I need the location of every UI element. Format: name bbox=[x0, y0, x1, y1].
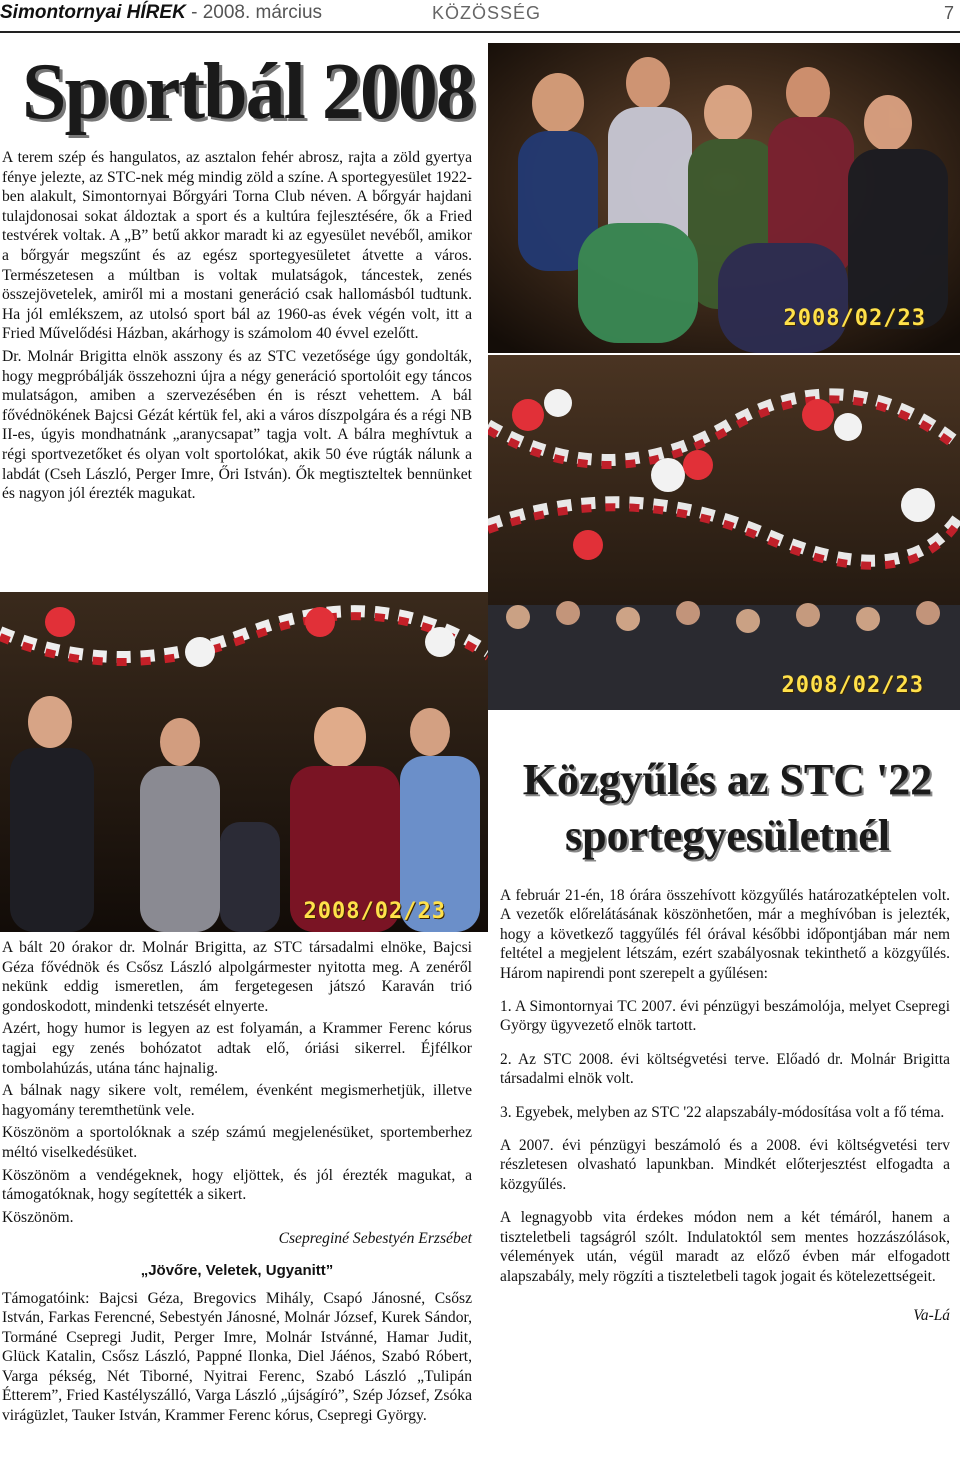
article-title: Sportbál 2008 bbox=[22, 48, 474, 136]
section-name: KÖZÖSSÉG bbox=[432, 3, 542, 23]
author-signature: Va-Lá bbox=[913, 1306, 950, 1324]
body-paragraph: A február 21-én, 18 órára összehívott közgyűlés határozatképtelen volt. A vezetők előrelátásának köszönhetően, már a meghívóban is jelezték, hogy a következő taggyűlés fél órával későbbi időpontjában már nem feltétel a megjelent létszám, ezért szabályosnak tekinthető a közgyűlés. Három napirendi pont szerepelt a gyűlésen: bbox=[500, 887, 950, 982]
body-paragraph: A bálnak nagy sikere volt, remélem, évenként megismerhetjük, illetve hagyomány teremthetünk vele. bbox=[2, 1082, 472, 1119]
hall-balloons-photo bbox=[488, 355, 960, 710]
intro-paragraph: A terem szép és hangulatos, az asztalon fehér abrosz, rajta a zöld gyertya fénye jelezte, az STC-nek még mindig zöld a színe. A sportegyesület 1922-ben alakult, Simontornyai Bőrgyári Torna Club néven. A bőrgyár hajdani tulajdonosai sokat áldoztak a sport és a kultúra fejlesztésére, ők a Fried testvérek voltak. A „B” betű akkor maradt ki az egyesület nevéből, amikor a bőrgyár megszűnt és az egész sportegyesületet átvette a város. Természetesen a múltban is voltak mulatságok, táncestek, zenés összejövetelek, amiről mi a mostani generáció csak hallomásból tudtunk. Ha jól emlékszem, az utolsó sport bál az 1960-as évek végén volt, itt a Fried Művelődési Házban, akárhogy is számolom 40 évvel ezelőtt. bbox=[2, 149, 472, 343]
motto-heading: „Jövőre, Veletek, Ugyanitt” bbox=[140, 1261, 334, 1279]
photo-date-stamp: 2008/02/23 bbox=[303, 899, 446, 924]
article-body bbox=[2, 938, 472, 1426]
dance-circle-photo bbox=[488, 43, 960, 353]
body-paragraph: Köszönöm a vendégeknek, hogy eljöttek, és jól érezték magukat, a támogatóknak, hogy segítették a sikert. bbox=[2, 1166, 472, 1204]
dancers-photo bbox=[0, 592, 488, 932]
issue-date: - 2008. március bbox=[185, 2, 323, 23]
header-rule bbox=[0, 31, 960, 33]
photo-date-stamp: 2008/02/23 bbox=[783, 306, 926, 331]
intro-paragraph: Dr. Molnár Brigitta elnök asszony és az STC vezetősége úgy gondolták, hogy megpróbálják összehozni újra a négy generáció sportolóit egy táncos mulatságon, amiben a szervezésében én is részt vehettem. A bál fővédnökének Bajcsi Gézát kértük fel, aki a város díszpolgára és a régi NB II-es, úgyis mondhatnánk „aranycsapat” tagja volt. A bálra meghívtuk a régi sportvezetőket és olyan volt sportolókat, akik 50 éve rúgták nálunk a labdát (Cseh László, Perger Imre, Őri István). Ők megtiszteltek bennünket és nagyon jól érezték magukat. bbox=[2, 347, 472, 503]
sponsors-list: Támogatóink: Bajcsi Géza, Bregovics Mihály, Csapó Jánosné, Csősz István, Farkas Ferencné, Sebestyén Jánosné, Molnár József, Kurek Sándor, Tormáné Csepregi Judit, Perger Imre, Molnár Istvánné, Hamar Judit, Glück Katalin, Csősz László, Pappné Ilonka, Diel Jáénos, Szabó Róbert, Varga pékség, Nét Tiborné, Nyitrai Ferenc, Szabó László „Tulipán Étterem”, Fried Kastélyszálló, Varga László „újságíró”, Szép József, Zsóka virágüzlet, Tauker István, Krammer Ferenc kórus, Csepregi György. bbox=[2, 1289, 472, 1425]
masthead bbox=[0, 2, 322, 24]
dancers-illustration bbox=[0, 592, 488, 932]
agenda-item: 3. Egyebek, melyben az STC '22 alapszabály-módosítása volt a fő téma. bbox=[500, 1103, 945, 1121]
second-article-title bbox=[500, 752, 955, 864]
article-intro bbox=[2, 148, 472, 504]
second-article-body bbox=[500, 886, 950, 1325]
body-paragraph: A 2007. évi pénzügyi beszámoló és a 2008. évi költségvetési terv részletesen olvasható lapunkban. Mindkét előterjesztést elfogadta a közgyűlés. bbox=[500, 1137, 950, 1193]
title-line: Közgyűlés az STC '22 bbox=[522, 755, 933, 804]
agenda-item: 1. A Simontornyai TC 2007. évi pénzügyi beszámolója, melyet Csepregi György ügyvezető elnök tartott. bbox=[500, 998, 950, 1035]
page-header bbox=[0, 0, 960, 30]
body-paragraph: A legnagyobb vita érdekes módon nem a két témáról, hanem a tiszteletbeli tagságról szólt. Indulatoktól sem mentes hozzászólások, vélemények után, végül maradt az előző évben már elfogadott alapszabály, mely rögzíti a tiszteletbeli tagok jogait és kötelezettségeit. bbox=[500, 1209, 950, 1285]
author-signature: Csepreginé Sebestyén Erzsébet bbox=[278, 1230, 472, 1248]
hall-balloons-illustration bbox=[488, 355, 960, 710]
publication-name: Simontornyai HÍREK bbox=[0, 2, 186, 23]
photo-date-stamp: 2008/02/23 bbox=[781, 673, 924, 698]
body-paragraph: Köszönöm. bbox=[2, 1208, 74, 1226]
title-line: sportegyesületnél bbox=[564, 811, 891, 860]
agenda-item: 2. Az STC 2008. évi költségvetési terve. Előadó dr. Molnár Brigitta társadalmi elnök volt. bbox=[500, 1050, 950, 1088]
body-paragraph: A bált 20 órakor dr. Molnár Brigitta, az STC társadalmi elnöke, Bajcsi Géza fővédnök és Csősz László alpolgármester nyitotta meg. A zenéről nekünk eddig ismeretlen, ám fergetegesen játszó Karaván trió gondoskodott, mindenki tetszését elnyerte. bbox=[2, 939, 472, 1015]
body-paragraph: Azért, hogy humor is legyen az est folyamán, a Krammer Ferenc kórus tagjai egy zenés bohózatot adtak elő, óriási sikerrel. Éjfélkor tombolahúzás, utána tánc hajnalig. bbox=[2, 1020, 472, 1077]
page-number: 7 bbox=[943, 3, 954, 23]
body-paragraph: Köszönöm a sportolóknak a szép számú megjelenésüket, sportemberhez méltó viselkedésüket. bbox=[2, 1124, 472, 1161]
